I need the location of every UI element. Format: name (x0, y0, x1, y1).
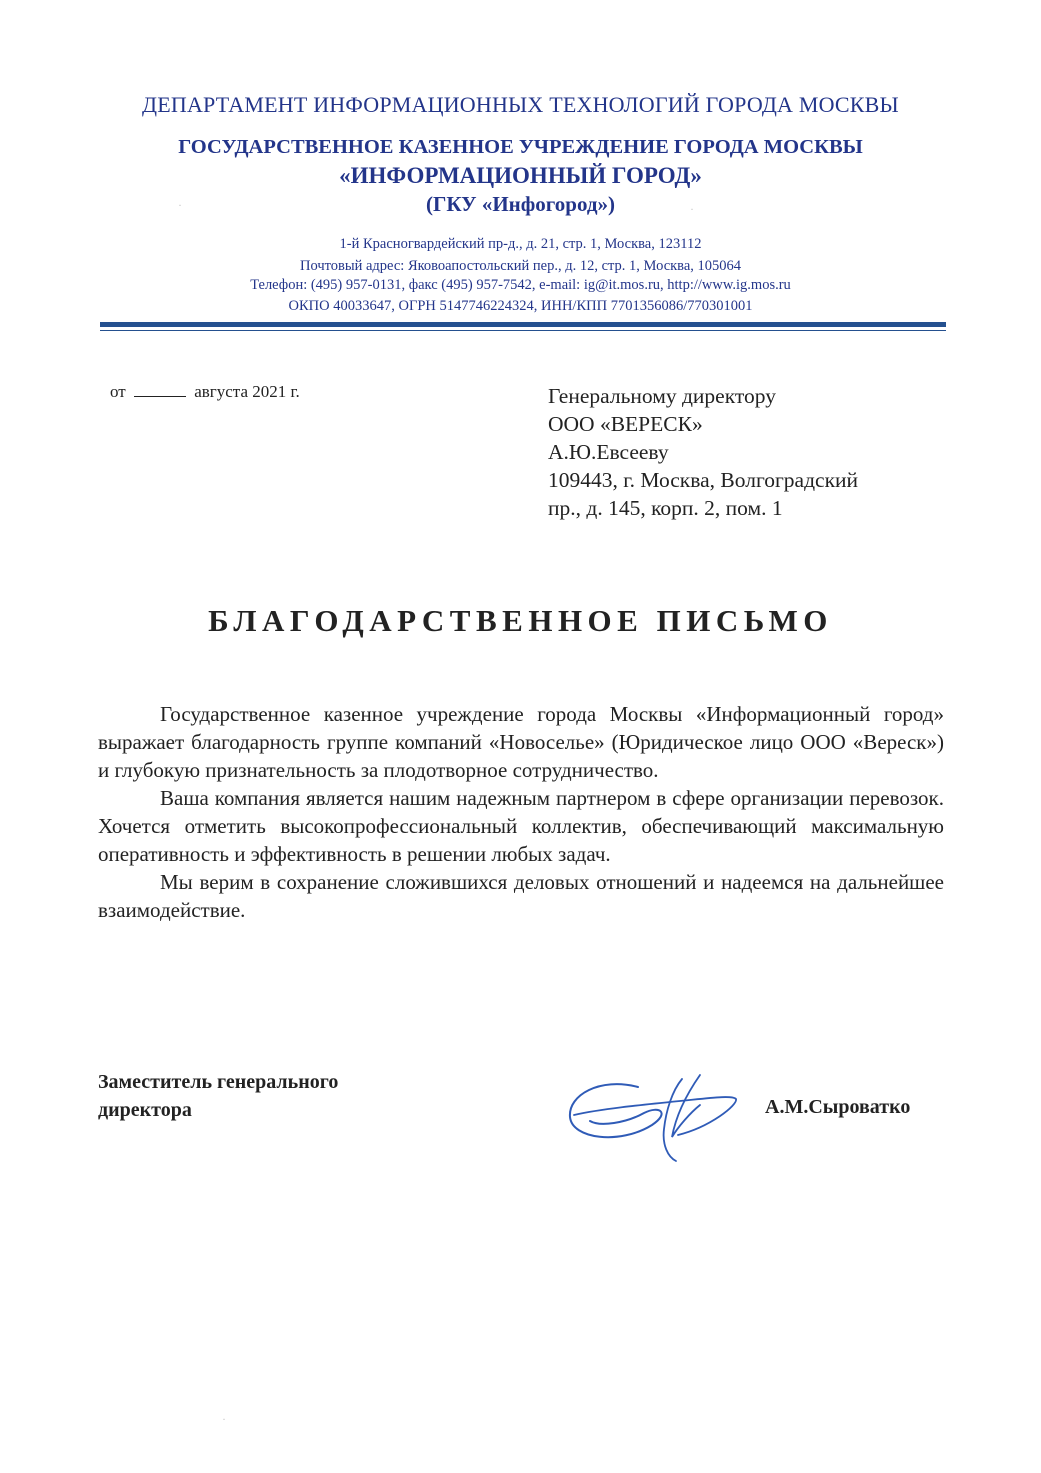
handwritten-signature (560, 1065, 740, 1165)
date-day-blank (134, 382, 186, 397)
department-name: ДЕПАРТАМЕНТ ИНФОРМАЦИОННЫХ ТЕХНОЛОГИЙ ГОРОДА МОСКВЫ (142, 92, 899, 117)
letter-title: БЛАГОДАРСТВЕННОЕ ПИСЬМО (208, 603, 833, 638)
addressee-line4: 109443, г. Москва, Волгоградский (548, 468, 859, 492)
scan-speck: · (222, 1412, 226, 1426)
signatory-name: А.М.Сыроватко (765, 1096, 911, 1118)
letterhead-divider-thin (100, 330, 946, 331)
registration-codes-line: ОКПО 40033647, ОГРН 5147746224324, ИНН/КПП 7701356086/770301001 (288, 298, 753, 314)
date-prefix: от (110, 382, 126, 401)
addressee-line1: Генеральному директору (548, 384, 776, 408)
letter-date (110, 382, 300, 402)
body-paragraph-1: Государственное казенное учреждение города Москвы «Информационный город» выражает благодарность группе компаний «Новоселье» (Юридическое лицо ООО «Вереск») и глубокую признательность за плодотворное сотрудничество. (98, 702, 944, 782)
org-name-line1: ГОСУДАРСТВЕННОЕ КАЗЕННОЕ УЧРЕЖДЕНИЕ ГОРОДА МОСКВЫ (178, 136, 863, 158)
addressee-block (548, 382, 858, 522)
addressee-line3: А.Ю.Евсееву (548, 440, 669, 464)
letter-body (98, 700, 944, 924)
address-line1: 1-й Красногвардейский пр-д., д. 21, стр. 1, Москва, 123112 (339, 236, 702, 252)
scan-speck: · (690, 202, 694, 216)
signatory-position (98, 1068, 338, 1124)
contacts-line: Телефон: (495) 957-0131, факс (495) 957-7542, e-mail: ig@it.mos.ru, http://www.ig.mos.ru (250, 277, 791, 293)
signatory-position-line2: директора (98, 1099, 192, 1121)
date-suffix: августа 2021 г. (194, 382, 300, 401)
letterhead-divider-thick (100, 322, 946, 327)
body-paragraph-3: Мы верим в сохранение сложившихся деловых отношений и надеемся на дальнейшее взаимодействие. (98, 870, 944, 922)
addressee-line5: пр., д. 145, корп. 2, пом. 1 (548, 496, 783, 520)
org-short-name: (ГКУ «Инфогород») (426, 192, 615, 216)
scan-speck: · (178, 198, 182, 212)
org-name-line2: «ИНФОРМАЦИОННЫЙ ГОРОД» (339, 163, 702, 188)
addressee-line2: ООО «ВЕРЕСК» (548, 412, 703, 436)
signatory-position-line1: Заместитель генерального (98, 1071, 339, 1093)
body-paragraph-2: Ваша компания является нашим надежным партнером в сфере организации перевозок. Хочется отметить высокопрофессиональный коллектив, обеспечивающий максимальную оперативность и эффективность в решении любых задач. (98, 786, 944, 866)
address-line2: Почтовый адрес: Яковоапостольский пер., д. 12, стр. 1, Москва, 105064 (299, 258, 742, 274)
